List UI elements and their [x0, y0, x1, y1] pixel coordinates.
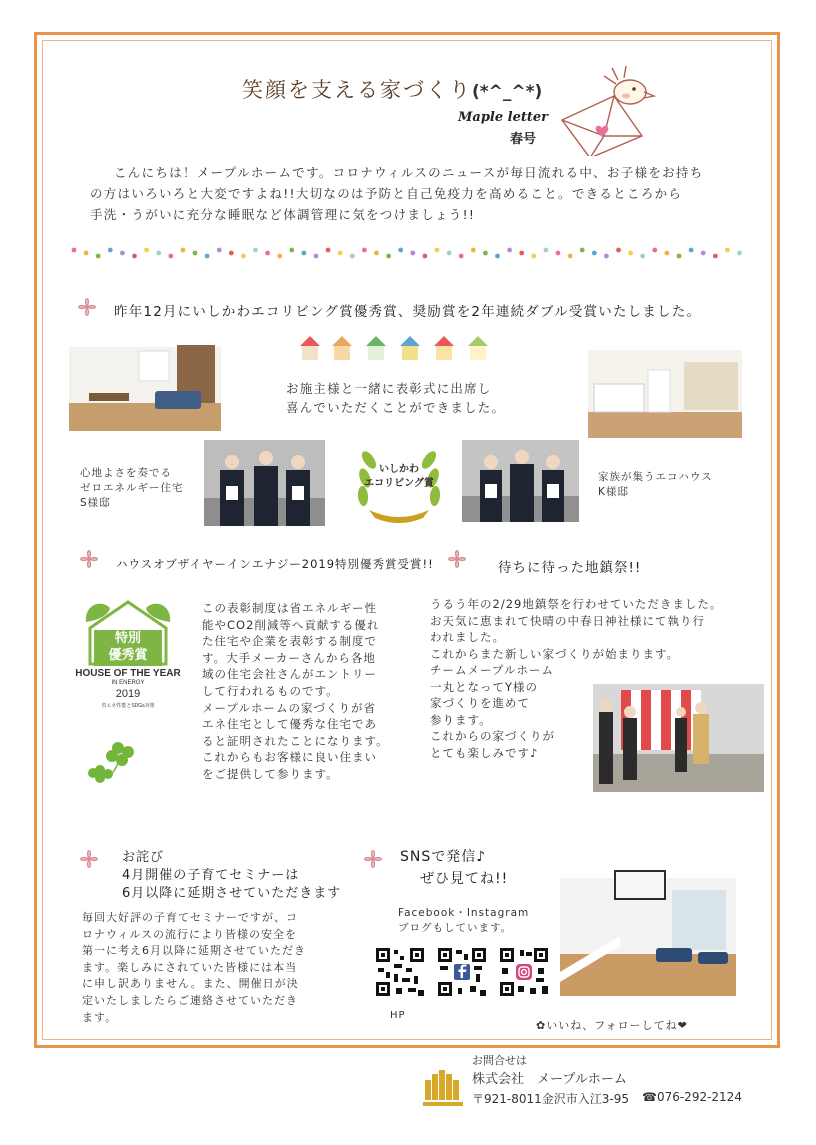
- ground-line: 一丸となってY様の: [430, 679, 539, 694]
- divider-dot: [338, 251, 343, 256]
- seminar-line: ます。: [82, 1010, 118, 1024]
- divider-dot: [144, 248, 149, 253]
- hoty-logo-line2: IN ENERGY: [111, 680, 145, 686]
- divider-dot: [229, 251, 234, 256]
- divider-dot: [253, 248, 258, 253]
- title-text: 笑顔を支える家づくり: [242, 78, 472, 102]
- divider-dot: [241, 254, 246, 259]
- eco-house-interior-photo: [588, 340, 742, 438]
- divider-dot: [628, 251, 633, 256]
- divider-dot: [168, 254, 173, 259]
- divider-dot: [181, 248, 186, 253]
- badge-line1: いしかわ: [379, 464, 419, 475]
- ground-line: チームメープルホーム: [430, 663, 554, 677]
- divider-dot: [350, 254, 355, 259]
- divider-dot: [677, 254, 682, 259]
- hoty-special-badge: [94, 630, 162, 666]
- ground-body-short: [430, 662, 590, 762]
- hoty-logo-line1: HOUSE OF THE YEAR: [75, 668, 181, 679]
- divider-dot: [459, 254, 464, 259]
- divider-dot: [398, 248, 403, 253]
- sns-heading-line1: SNSで発信♪: [400, 849, 487, 865]
- divider-dot: [495, 254, 500, 259]
- divider-dot: [362, 248, 367, 253]
- sns-blog-line: ブログもしています。: [398, 922, 513, 934]
- title-smiley: (*^_^*): [472, 82, 543, 102]
- divider-dot: [205, 254, 210, 259]
- follow-text: ✿いいね、フォローしてね❤: [536, 1019, 688, 1032]
- house-of-the-year-logo: [70, 598, 186, 710]
- ground-line: われました。: [430, 630, 505, 645]
- caption-line: ゼロエネルギー住宅: [80, 482, 184, 494]
- facebook-qr-code[interactable]: [436, 946, 488, 998]
- divider-dot: [120, 251, 125, 256]
- ceremony-text: [286, 379, 505, 417]
- hoty-logo-sub: 省エネ性能とSDGs対策: [101, 703, 155, 709]
- divider-dot: [314, 254, 319, 259]
- divider-dot: [289, 248, 294, 253]
- hoty-badge-line: 優秀賞: [108, 648, 148, 663]
- modern-house-interior-photo: [560, 860, 736, 996]
- sns-blog-text: [398, 906, 529, 936]
- divider-dot: [217, 248, 222, 253]
- issue-season: 春号: [510, 132, 537, 147]
- ground-line: これからの家づくりが: [430, 729, 555, 744]
- seminar-line: 毎回大好評の子育てセミナーですが、コ: [82, 911, 298, 924]
- divider-dot: [652, 248, 657, 253]
- caption-line: S様邸: [80, 497, 111, 509]
- hoty-logo-year: 2019: [115, 688, 141, 700]
- hoty-line: す。大手メーカーさんから各地: [202, 650, 376, 665]
- divider-dot: [568, 254, 573, 259]
- seminar-line: ます。楽しみにされていた皆様には本当: [82, 960, 298, 974]
- award-ceremony-photo-right: [462, 440, 579, 522]
- caption-line: 家族が集うエコハウス: [598, 471, 713, 483]
- divider-dot: [302, 251, 307, 256]
- divider-dot: [374, 251, 379, 256]
- divider-dot: [483, 251, 488, 256]
- seminar-body: [82, 910, 370, 1026]
- hoty-line: これからもお客様に良い住まい: [202, 750, 377, 765]
- ground-line: 参ります。: [430, 712, 492, 727]
- divider-dot: [665, 251, 670, 256]
- flower-icon: [440, 542, 474, 576]
- intro-text: [90, 162, 750, 225]
- divider-dot: [132, 254, 137, 259]
- hoty-line: 能やCO2削減等へ貢献する優れ: [202, 617, 380, 632]
- seminar-heading-line2: 4月開催の子育てセミナーは: [122, 868, 300, 883]
- divider-dot: [423, 254, 428, 259]
- seminar-heading-line3: 6月以降に延期させていただきます: [122, 886, 342, 901]
- hoty-badge-line: 特別: [114, 631, 141, 646]
- hoty-line: をご提供して参ります。: [202, 766, 339, 781]
- instagram-qr-code[interactable]: [498, 946, 550, 998]
- seminar-line: に申し訳ありません。また、開催日が決: [82, 977, 299, 991]
- seminar-line: 定いたしましたらご連絡させていただき: [82, 993, 298, 1007]
- divider-dot: [193, 251, 198, 256]
- sns-heading-line2: ぜひ見てね!!: [420, 871, 509, 887]
- divider-dot: [713, 254, 718, 259]
- caption-line: 心地よさを奏でる: [80, 467, 172, 479]
- hoty-line: 域の住宅会社さんがエントリー: [202, 667, 377, 682]
- seminar-line: ロナウィルスの流行により皆様の安全を: [82, 927, 298, 941]
- ground-line: お天気に恵まれて快晴の中春日神社様にて執り行: [430, 613, 705, 628]
- divider-dot: [640, 254, 645, 259]
- divider-dot: [604, 254, 609, 259]
- ground-body-full: [430, 596, 752, 662]
- intro-line: こんにちは！メープルホームです。コロナウィルスのニュースが毎日流れる中、お子様をお持ち: [114, 165, 704, 180]
- newsletter-name: Maple letter: [458, 110, 548, 125]
- hp-label: HP: [390, 1010, 406, 1021]
- maple-home-logo-icon: [421, 1066, 465, 1110]
- ground-heading: 待ちに待った地鎮祭!!: [498, 560, 642, 576]
- divider-dot: [84, 251, 89, 256]
- bird-envelope-icon: [556, 62, 660, 156]
- flower-icon: [356, 842, 390, 876]
- divider-dot: [737, 251, 742, 256]
- flower-icon: [70, 290, 104, 324]
- divider-dot: [386, 254, 391, 259]
- hoty-line: メープルホームの家づくりが省: [202, 700, 376, 715]
- divider-dot: [592, 251, 597, 256]
- homepage-qr-code[interactable]: [374, 946, 426, 998]
- eco-living-award-badge: [353, 438, 445, 524]
- hoty-heading: ハウスオブザイヤーインエナジー2019特別優秀賞受賞!!: [116, 557, 434, 571]
- divider-dot: [507, 248, 512, 253]
- hoty-body: [202, 600, 402, 783]
- divider-dot: [519, 251, 524, 256]
- divider-dot: [471, 248, 476, 253]
- hoty-line: して行われるものです。: [202, 683, 339, 698]
- divider-dot: [72, 248, 77, 253]
- divider-dot: [435, 248, 440, 253]
- footer-phone: ☎076-292-2124: [642, 1090, 742, 1104]
- dot-divider: [70, 244, 748, 262]
- hoty-line: ると証明されたことになります。: [202, 733, 389, 748]
- seminar-line: 第一に考え6月以降に延期させていただき: [82, 944, 306, 958]
- flower-icon: [72, 542, 106, 576]
- ground-line: とても楽しみです♪: [430, 745, 539, 760]
- sns-blog-line: Facebook・Instagram: [398, 907, 530, 919]
- divider-dot: [544, 248, 549, 253]
- badge-line2: エコリビング賞: [364, 478, 434, 489]
- ceremony-line: 喜んでいただくことができました。: [286, 400, 506, 415]
- groundbreaking-photo: [593, 684, 764, 792]
- divider-dot: [580, 248, 585, 253]
- hoty-line: エネ住宅として優秀な住宅であ: [202, 717, 377, 732]
- footer-inquiry-label: お問合せは: [472, 1054, 527, 1067]
- divider-dot: [96, 254, 101, 259]
- divider-dot: [156, 251, 161, 256]
- award-ceremony-photo-left: [204, 440, 325, 526]
- divider-dot: [689, 248, 694, 253]
- footer-address: 〒921-8011金沢市入江3-95: [472, 1092, 630, 1106]
- hoty-line: た住宅や企業を表彰する制度で: [202, 634, 377, 649]
- divider-dot: [410, 251, 415, 256]
- ceremony-line: お施主様と一緒に表彰式に出席し: [286, 381, 492, 396]
- ground-line: これからまた新しい家づくりが始まります。: [430, 646, 680, 661]
- award-headline: 昨年12月にいしかわエコリビング賞優秀賞、奨励賞を2年連続ダブル受賞いたしました。: [114, 304, 702, 320]
- divider-dot: [326, 248, 331, 253]
- hoty-line: この表彰制度は省エネルギー性: [202, 601, 377, 615]
- ground-line: うるう年の2/29地鎮祭を行わせていただきました。: [430, 597, 723, 611]
- caption-line: K様邸: [598, 486, 629, 498]
- right-house-caption: [598, 470, 713, 500]
- intro-line: 手洗・うがいに充分な睡眠など体調管理に気をつけましょう!!: [90, 207, 476, 222]
- divider-dot: [447, 251, 452, 256]
- divider-dot: [265, 251, 270, 256]
- newsletter-title: [242, 74, 542, 104]
- divider-dot: [725, 248, 730, 253]
- ground-line: 家づくりを進めて: [430, 696, 530, 711]
- intro-line: の方はいろいろと大変ですよね!!大切なのは予防と自己免疫力を高めること。できるところから: [90, 186, 683, 201]
- divider-dot: [701, 251, 706, 256]
- divider-dot: [277, 254, 282, 259]
- divider-dot: [531, 254, 536, 259]
- clover-icon: [88, 738, 140, 784]
- divider-dot: [108, 248, 113, 253]
- divider-dot: [616, 248, 621, 253]
- divider-dot: [556, 251, 561, 256]
- house-icons-row: [298, 334, 494, 364]
- left-house-caption: [80, 466, 184, 511]
- living-room-photo: [69, 333, 221, 431]
- footer-company-name: 株式会社 メープルホーム: [472, 1072, 627, 1087]
- seminar-heading-line1: お詫び: [122, 850, 165, 865]
- flower-icon: [72, 842, 106, 876]
